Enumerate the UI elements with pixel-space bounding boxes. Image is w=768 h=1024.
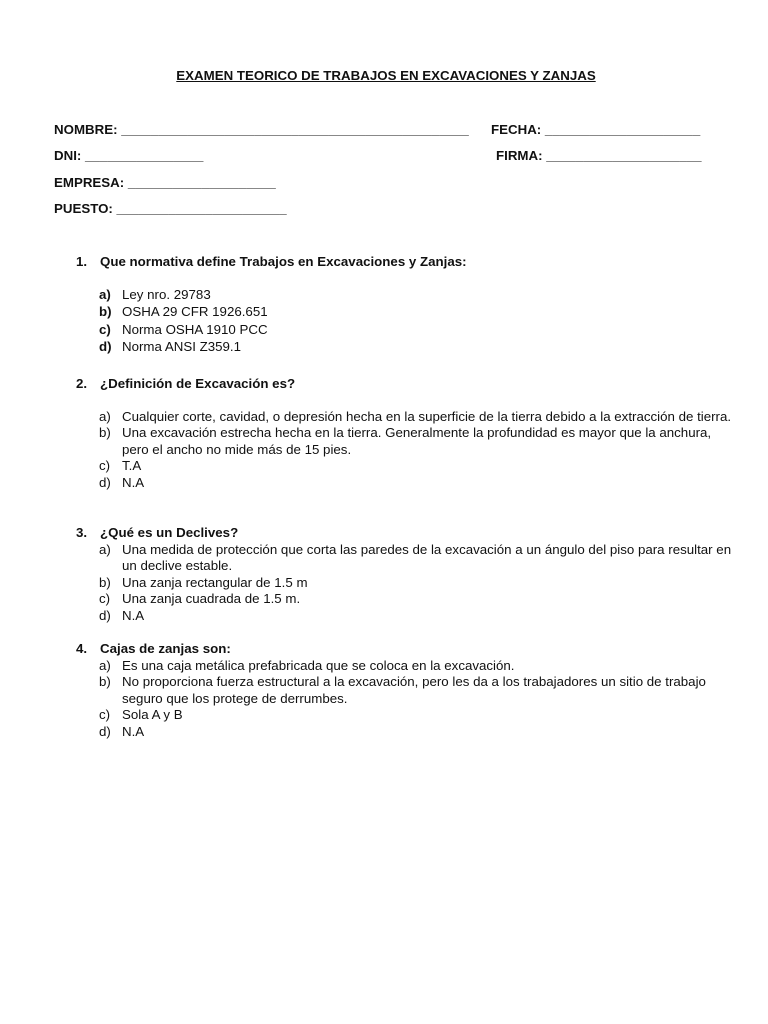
option-letter: a)	[99, 541, 111, 557]
option-letter: c)	[99, 591, 111, 606]
option-text: Una zanja rectangular de 1.5 m	[122, 574, 308, 590]
option-item	[99, 322, 736, 339]
option-text: N.A	[122, 474, 145, 490]
option-text: Una excavación estrecha hecha en la tierra. Generalmente la profundidad es mayor que la anchura, pero el ancho no mide más de 15 pies.	[122, 425, 712, 457]
question-number: 4.	[76, 641, 88, 656]
option-letter: d)	[99, 339, 112, 354]
question-4	[76, 641, 736, 740]
option-letter: b)	[99, 304, 112, 319]
question-heading	[76, 376, 736, 393]
option-item	[99, 724, 736, 741]
firma-field: FIRMA: _____________________	[496, 148, 702, 163]
option-item	[99, 475, 736, 492]
option-item	[99, 339, 736, 356]
option-item	[99, 287, 736, 304]
option-text: No proporciona fuerza estructural a la excavación, pero les da a los trabajadores un sitio de trabajo seguro que los protege de derrumbes.	[122, 674, 706, 706]
option-letter: b)	[99, 425, 111, 440]
option-text: N.A	[122, 607, 145, 623]
exam-title: EXAMEN TEORICO DE TRABAJOS EN EXCAVACIONES Y ZANJAS	[176, 68, 596, 83]
question-heading	[76, 254, 736, 271]
question-2	[76, 376, 736, 491]
empresa-field: EMPRESA: ____________________	[54, 175, 276, 190]
option-letter: a)	[99, 286, 111, 302]
option-list	[99, 409, 736, 492]
question-1	[76, 254, 736, 356]
option-letter: a)	[99, 408, 111, 424]
option-text: Es una caja metálica prefabricada que se coloca en la excavación.	[122, 657, 515, 673]
option-text: Ley nro. 29783	[122, 286, 211, 302]
option-text: Una zanja cuadrada de 1.5 m.	[122, 591, 301, 606]
option-item	[99, 542, 736, 575]
question-heading	[76, 641, 736, 658]
option-item	[99, 608, 736, 625]
puesto-field: PUESTO: _______________________	[54, 201, 287, 216]
option-item	[99, 409, 736, 426]
option-letter: b)	[99, 574, 111, 590]
option-item	[99, 707, 736, 724]
question-text: Cajas de zanjas son:	[100, 641, 231, 656]
option-item	[99, 591, 736, 608]
option-text: Cualquier corte, cavidad, o depresión hecha en la superficie de la tierra debido a la extracción de tierra.	[122, 408, 732, 424]
option-letter: d)	[99, 607, 111, 623]
option-text: Sola A y B	[122, 707, 183, 722]
nombre-field: NOMBRE: _______________________________________________	[54, 122, 469, 137]
question-number: 3.	[76, 525, 88, 540]
option-item	[99, 658, 736, 675]
option-item	[99, 674, 736, 707]
option-item	[99, 304, 736, 321]
option-text: N.A	[122, 723, 145, 739]
option-list	[99, 542, 736, 625]
question-text: ¿Definición de Excavación es?	[100, 376, 296, 391]
option-text: OSHA 29 CFR 1926.651	[122, 304, 268, 319]
question-heading	[76, 525, 736, 542]
dni-field: DNI: ________________	[54, 148, 204, 163]
question-text: ¿Qué es un Declives?	[100, 525, 239, 540]
option-text: T.A	[122, 458, 142, 473]
option-text: Norma ANSI Z359.1	[122, 339, 241, 354]
option-item	[99, 575, 736, 592]
option-text: Norma OSHA 1910 PCC	[122, 321, 268, 337]
option-text: Una medida de protección que corta las paredes de la excavación a un ángulo del piso para resultar en un declive estable.	[122, 541, 732, 573]
option-item	[99, 458, 736, 475]
question-number: 2.	[76, 376, 88, 391]
option-list	[99, 658, 736, 741]
question-text: Que normativa define Trabajos en Excavaciones y Zanjas:	[100, 254, 467, 269]
option-letter: c)	[99, 321, 111, 337]
option-letter: a)	[99, 657, 111, 673]
option-letter: d)	[99, 723, 111, 739]
option-list	[99, 287, 736, 356]
question-3	[76, 525, 736, 624]
option-letter: d)	[99, 474, 111, 490]
question-number: 1.	[76, 254, 88, 269]
option-item	[99, 425, 736, 458]
option-letter: c)	[99, 458, 111, 473]
option-letter: c)	[99, 707, 111, 722]
option-letter: b)	[99, 674, 111, 689]
fecha-field: FECHA: _____________________	[491, 122, 701, 137]
